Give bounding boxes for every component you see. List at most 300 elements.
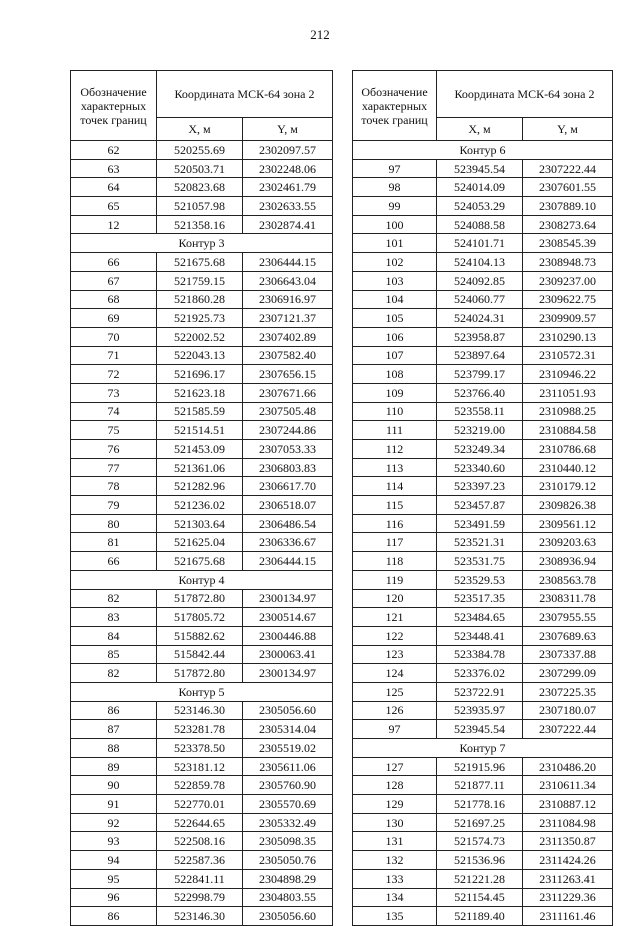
point-number-cell: 97 [353,159,437,178]
x-coordinate-cell: 522508.16 [157,832,243,851]
coordinates-table-right [352,70,613,926]
table-row [353,290,613,309]
y-coordinate-cell: 2306486.54 [243,514,333,533]
x-coordinate-cell: 523376.02 [437,664,523,683]
contour-header-row [353,141,613,160]
table-row [71,851,333,870]
table-row [353,346,613,365]
contour-header-row [71,682,333,701]
point-number-cell: 102 [353,253,437,272]
x-coordinate-cell: 523219.00 [437,421,523,440]
table-row [71,197,333,216]
x-coordinate-cell: 523722.91 [437,682,523,701]
x-coordinate-cell: 524053.29 [437,197,523,216]
x-coordinate-cell: 517872.80 [157,589,243,608]
table-row [353,477,613,496]
table-row [353,869,613,888]
point-number-cell: 75 [71,421,157,440]
x-coordinate-cell: 521675.68 [157,253,243,272]
point-number-cell: 80 [71,514,157,533]
table-row [71,159,333,178]
x-coordinate-cell: 521697.25 [437,813,523,832]
x-coordinate-cell: 524101.71 [437,234,523,253]
y-coordinate-cell: 2306336.67 [243,533,333,552]
x-coordinate-cell: 523558.11 [437,402,523,421]
point-number-cell: 64 [71,178,157,197]
x-coordinate-cell: 520503.71 [157,159,243,178]
y-coordinate-cell: 2307337.88 [523,645,613,664]
x-coordinate-cell: 521778.16 [437,795,523,814]
header-x: X, м [157,118,243,141]
y-coordinate-cell: 2308936.94 [523,552,613,571]
x-coordinate-cell: 522043.13 [157,346,243,365]
table-row [71,365,333,384]
contour-label: Контур 5 [71,682,333,701]
point-number-cell: 114 [353,477,437,496]
x-coordinate-cell: 523491.59 [437,514,523,533]
contour-label: Контур 6 [353,141,613,160]
y-coordinate-cell: 2305519.02 [243,739,333,758]
point-number-cell: 78 [71,477,157,496]
y-coordinate-cell: 2300063.41 [243,645,333,664]
x-coordinate-cell: 523249.34 [437,440,523,459]
x-coordinate-cell: 523378.50 [157,739,243,758]
point-number-cell: 115 [353,496,437,515]
header-x: X, м [437,118,523,141]
x-coordinate-cell: 524024.31 [437,309,523,328]
table-row [71,290,333,309]
table-row [71,720,333,739]
x-coordinate-cell: 521623.18 [157,383,243,402]
y-coordinate-cell: 2305098.35 [243,832,333,851]
x-coordinate-cell: 524088.58 [437,215,523,234]
point-number-cell: 81 [71,533,157,552]
y-coordinate-cell: 2307180.07 [523,701,613,720]
table-row [353,907,613,926]
y-coordinate-cell: 2300446.88 [243,626,333,645]
point-number-cell: 95 [71,869,157,888]
x-coordinate-cell: 523945.54 [437,720,523,739]
point-number-cell: 93 [71,832,157,851]
y-coordinate-cell: 2302874.41 [243,215,333,234]
contour-header-row [353,739,613,758]
point-number-cell: 90 [71,776,157,795]
table-row [353,271,613,290]
table-row [353,383,613,402]
y-coordinate-cell: 2307053.33 [243,440,333,459]
table-row [353,832,613,851]
table-row [353,851,613,870]
point-number-cell: 84 [71,626,157,645]
y-coordinate-cell: 2307505.48 [243,402,333,421]
table-row [71,383,333,402]
x-coordinate-cell: 522770.01 [157,795,243,814]
point-number-cell: 118 [353,552,437,571]
x-coordinate-cell: 523521.31 [437,533,523,552]
coordinates-table-left [70,70,333,926]
y-coordinate-cell: 2306444.15 [243,552,333,571]
point-number-cell: 103 [353,271,437,290]
table-row [71,795,333,814]
table-row [353,795,613,814]
y-coordinate-cell: 2300514.67 [243,608,333,627]
y-coordinate-cell: 2310884.58 [523,421,613,440]
y-coordinate-cell: 2307402.89 [243,327,333,346]
y-coordinate-cell: 2310486.20 [523,757,613,776]
x-coordinate-cell: 523146.30 [157,907,243,926]
x-coordinate-cell: 522644.65 [157,813,243,832]
table-row [353,197,613,216]
contour-header-row [71,234,333,253]
y-coordinate-cell: 2308311.78 [523,589,613,608]
table-row [353,720,613,739]
y-coordinate-cell: 2311229.36 [523,888,613,907]
table-row [353,309,613,328]
table-row [71,178,333,197]
y-coordinate-cell: 2309826.38 [523,496,613,515]
table-row [353,514,613,533]
table-row [353,458,613,477]
y-coordinate-cell: 2307656.15 [243,365,333,384]
table-row [71,608,333,627]
table-row [353,234,613,253]
x-coordinate-cell: 521574.73 [437,832,523,851]
table-row [353,626,613,645]
x-coordinate-cell: 523457.87 [437,496,523,515]
x-coordinate-cell: 523945.54 [437,159,523,178]
table-row [353,402,613,421]
table-row [71,664,333,683]
point-number-cell: 65 [71,197,157,216]
table-row [71,346,333,365]
point-number-cell: 88 [71,739,157,758]
point-number-cell: 99 [353,197,437,216]
table-row [71,888,333,907]
y-coordinate-cell: 2305570.69 [243,795,333,814]
table-row [71,869,333,888]
y-coordinate-cell: 2300134.97 [243,589,333,608]
x-coordinate-cell: 524104.13 [437,253,523,272]
y-coordinate-cell: 2310988.25 [523,402,613,421]
table-row [353,888,613,907]
x-coordinate-cell: 517872.80 [157,664,243,683]
y-coordinate-cell: 2307299.09 [523,664,613,683]
point-number-cell: 67 [71,271,157,290]
point-number-cell: 113 [353,458,437,477]
point-number-cell: 128 [353,776,437,795]
y-coordinate-cell: 2310572.31 [523,346,613,365]
header-coordinate-system: Координата МСК-64 зона 2 [437,71,613,118]
table-row [353,421,613,440]
x-coordinate-cell: 521514.51 [157,421,243,440]
contour-label: Контур 3 [71,234,333,253]
table-row [71,271,333,290]
point-number-cell: 69 [71,309,157,328]
point-number-cell: 62 [71,141,157,160]
y-coordinate-cell: 2310946.22 [523,365,613,384]
x-coordinate-cell: 521915.96 [437,757,523,776]
y-coordinate-cell: 2308273.64 [523,215,613,234]
header-y: Y, м [523,118,613,141]
table-row [353,253,613,272]
table-row [71,141,333,160]
point-number-cell: 130 [353,813,437,832]
x-coordinate-cell: 524060.77 [437,290,523,309]
point-number-cell: 97 [353,720,437,739]
y-coordinate-cell: 2302248.06 [243,159,333,178]
x-coordinate-cell: 521877.11 [437,776,523,795]
point-number-cell: 89 [71,757,157,776]
table-row [71,907,333,926]
y-coordinate-cell: 2307601.55 [523,178,613,197]
point-number-cell: 124 [353,664,437,683]
page-number: 212 [310,27,330,42]
y-coordinate-cell: 2307671.66 [243,383,333,402]
x-coordinate-cell: 523340.60 [437,458,523,477]
table-row [71,327,333,346]
y-coordinate-cell: 2310887.12 [523,795,613,814]
point-number-cell: 96 [71,888,157,907]
y-coordinate-cell: 2309561.12 [523,514,613,533]
point-number-cell: 125 [353,682,437,701]
y-coordinate-cell: 2311161.46 [523,907,613,926]
y-coordinate-cell: 2311350.87 [523,832,613,851]
point-number-cell: 92 [71,813,157,832]
x-coordinate-cell: 523517.35 [437,589,523,608]
y-coordinate-cell: 2308563.78 [523,570,613,589]
y-coordinate-cell: 2309909.57 [523,309,613,328]
point-number-cell: 68 [71,290,157,309]
table-row [71,701,333,720]
point-number-cell: 66 [71,253,157,272]
point-number-cell: 111 [353,421,437,440]
point-number-cell: 87 [71,720,157,739]
point-number-cell: 108 [353,365,437,384]
table-row [353,552,613,571]
contour-header-row [71,570,333,589]
y-coordinate-cell: 2311084.98 [523,813,613,832]
contour-label: Контур 4 [71,570,333,589]
point-number-cell: 106 [353,327,437,346]
point-number-cell: 12 [71,215,157,234]
y-coordinate-cell: 2307222.44 [523,720,613,739]
table-row [353,757,613,776]
point-number-cell: 83 [71,608,157,627]
point-number-cell: 72 [71,365,157,384]
table-row [353,664,613,683]
x-coordinate-cell: 524092.85 [437,271,523,290]
y-coordinate-cell: 2311051.93 [523,383,613,402]
y-coordinate-cell: 2310440.12 [523,458,613,477]
y-coordinate-cell: 2305056.60 [243,701,333,720]
point-number-cell: 91 [71,795,157,814]
y-coordinate-cell: 2306916.97 [243,290,333,309]
y-coordinate-cell: 2307225.35 [523,682,613,701]
x-coordinate-cell: 523935.97 [437,701,523,720]
table-row [353,682,613,701]
y-coordinate-cell: 2305611.06 [243,757,333,776]
point-number-cell: 74 [71,402,157,421]
x-coordinate-cell: 521057.98 [157,197,243,216]
header-y: Y, м [243,118,333,141]
table-row [353,608,613,627]
point-number-cell: 86 [71,907,157,926]
x-coordinate-cell: 522859.78 [157,776,243,795]
y-coordinate-cell: 2306518.07 [243,496,333,515]
table-row [71,309,333,328]
x-coordinate-cell: 515882.62 [157,626,243,645]
table-row [71,477,333,496]
table-body-right [353,141,613,926]
table-row [353,365,613,384]
x-coordinate-cell: 523146.30 [157,701,243,720]
y-coordinate-cell: 2309622.75 [523,290,613,309]
table-body-left [71,141,333,926]
table-row [71,739,333,758]
table-row [353,701,613,720]
point-number-cell: 135 [353,907,437,926]
x-coordinate-cell: 522841.11 [157,869,243,888]
y-coordinate-cell: 2307955.55 [523,608,613,627]
x-coordinate-cell: 521536.96 [437,851,523,870]
x-coordinate-cell: 523766.40 [437,383,523,402]
point-number-cell: 117 [353,533,437,552]
point-number-cell: 85 [71,645,157,664]
y-coordinate-cell: 2305314.04 [243,720,333,739]
y-coordinate-cell: 2307121.37 [243,309,333,328]
y-coordinate-cell: 2307244.86 [243,421,333,440]
point-number-cell: 76 [71,440,157,459]
table-row [353,215,613,234]
point-number-cell: 86 [71,701,157,720]
x-coordinate-cell: 520823.68 [157,178,243,197]
y-coordinate-cell: 2311424.26 [523,851,613,870]
point-number-cell: 82 [71,664,157,683]
point-number-cell: 104 [353,290,437,309]
point-number-cell: 71 [71,346,157,365]
point-number-cell: 132 [353,851,437,870]
x-coordinate-cell: 521696.17 [157,365,243,384]
point-number-cell: 109 [353,383,437,402]
point-number-cell: 107 [353,346,437,365]
x-coordinate-cell: 521925.73 [157,309,243,328]
table-row [71,421,333,440]
x-coordinate-cell: 521236.02 [157,496,243,515]
table-row [71,440,333,459]
point-number-cell: 126 [353,701,437,720]
table-row [71,215,333,234]
table-row [353,570,613,589]
x-coordinate-cell: 524014.09 [437,178,523,197]
y-coordinate-cell: 2308545.39 [523,234,613,253]
x-coordinate-cell: 515842.44 [157,645,243,664]
point-number-cell: 134 [353,888,437,907]
point-number-cell: 119 [353,570,437,589]
x-coordinate-cell: 521453.09 [157,440,243,459]
y-coordinate-cell: 2309203.63 [523,533,613,552]
y-coordinate-cell: 2310179.12 [523,477,613,496]
table-row [71,626,333,645]
table-row [71,253,333,272]
table-row [71,832,333,851]
y-coordinate-cell: 2302097.57 [243,141,333,160]
table-row [353,440,613,459]
x-coordinate-cell: 521282.96 [157,477,243,496]
x-coordinate-cell: 523281.78 [157,720,243,739]
y-coordinate-cell: 2310611.34 [523,776,613,795]
y-coordinate-cell: 2304803.55 [243,888,333,907]
x-coordinate-cell: 521221.28 [437,869,523,888]
point-number-cell: 63 [71,159,157,178]
table-row [71,776,333,795]
x-coordinate-cell: 523181.12 [157,757,243,776]
table-row [353,813,613,832]
y-coordinate-cell: 2305056.60 [243,907,333,926]
y-coordinate-cell: 2310786.68 [523,440,613,459]
table-row [71,514,333,533]
point-number-cell: 110 [353,402,437,421]
x-coordinate-cell: 523448.41 [437,626,523,645]
x-coordinate-cell: 521675.68 [157,552,243,571]
x-coordinate-cell: 521154.45 [437,888,523,907]
table-row [353,159,613,178]
x-coordinate-cell: 522587.36 [157,851,243,870]
y-coordinate-cell: 2307889.10 [523,197,613,216]
point-number-cell: 121 [353,608,437,627]
point-number-cell: 133 [353,869,437,888]
header-point-designation: Обозначение характерных точек границ [353,71,437,141]
table-row [71,552,333,571]
x-coordinate-cell: 521759.15 [157,271,243,290]
contour-label: Контур 7 [353,739,613,758]
point-number-cell: 116 [353,514,437,533]
x-coordinate-cell: 517805.72 [157,608,243,627]
x-coordinate-cell: 523799.17 [437,365,523,384]
point-number-cell: 66 [71,552,157,571]
y-coordinate-cell: 2307689.63 [523,626,613,645]
table-row [353,645,613,664]
table-row [71,533,333,552]
x-coordinate-cell: 523897.64 [437,346,523,365]
y-coordinate-cell: 2302633.55 [243,197,333,216]
y-coordinate-cell: 2308948.73 [523,253,613,272]
point-number-cell: 94 [71,851,157,870]
table-row [71,496,333,515]
x-coordinate-cell: 523958.87 [437,327,523,346]
point-number-cell: 127 [353,757,437,776]
point-number-cell: 123 [353,645,437,664]
point-number-cell: 112 [353,440,437,459]
table-row [353,327,613,346]
point-number-cell: 82 [71,589,157,608]
y-coordinate-cell: 2302461.79 [243,178,333,197]
x-coordinate-cell: 521303.64 [157,514,243,533]
point-number-cell: 70 [71,327,157,346]
table-row [71,813,333,832]
table-row [353,178,613,197]
x-coordinate-cell: 521189.40 [437,907,523,926]
y-coordinate-cell: 2305760.90 [243,776,333,795]
y-coordinate-cell: 2306617.70 [243,477,333,496]
y-coordinate-cell: 2306643.04 [243,271,333,290]
header-coordinate-system: Координата МСК-64 зона 2 [157,71,333,118]
point-number-cell: 120 [353,589,437,608]
y-coordinate-cell: 2305332.49 [243,813,333,832]
table-row [71,757,333,776]
table-row [71,402,333,421]
y-coordinate-cell: 2311263.41 [523,869,613,888]
point-number-cell: 79 [71,496,157,515]
